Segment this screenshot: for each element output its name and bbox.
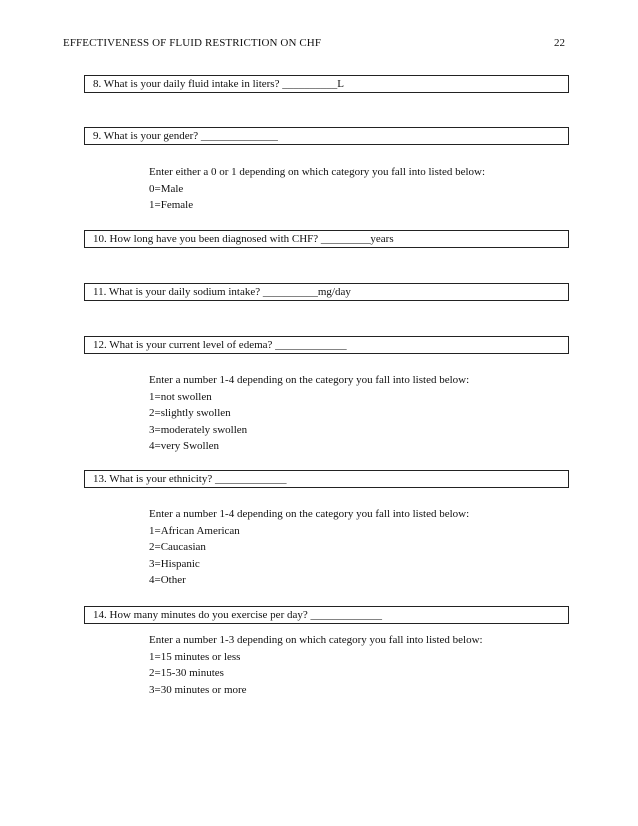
question-12-option: 4=very Swollen [149, 440, 220, 452]
question-13-option: 1=African American [149, 524, 240, 537]
question-10-box [84, 230, 569, 248]
question-9-instruction: Enter either a 0 or 1 depending on which category you fall into listed below: [149, 166, 486, 178]
question-8-text: 8. What is your daily fluid intake in liters? __________L [93, 78, 344, 90]
header-title: EFFECTIVENESS OF FLUID RESTRICTION ON CHF [63, 37, 322, 49]
page-number: 22 [554, 37, 565, 49]
question-9-option: 0=Male [149, 182, 184, 195]
question-13-text: 13. What is your ethnicity? _____________ [93, 473, 287, 485]
question-12-instruction: Enter a number 1-4 depending on the category you fall into listed below: [149, 374, 470, 386]
question-14-option: 2=15-30 minutes [149, 667, 224, 679]
question-13-option: 4=Other [149, 574, 186, 586]
question-13-box [84, 470, 569, 488]
question-12-option: 1=not swollen [149, 390, 212, 403]
question-14-instruction: Enter a number 1-3 depending on which category you fall into listed below: [149, 634, 483, 646]
question-13-instructions [149, 506, 469, 589]
question-12-box [84, 336, 569, 354]
question-9-box [84, 127, 569, 145]
running-header [63, 37, 569, 51]
question-14-box [84, 606, 569, 624]
question-12-text: 12. What is your current level of edema? _____________ [93, 339, 347, 351]
question-8-box [84, 75, 569, 93]
question-14-option: 1=15 minutes or less [149, 650, 241, 663]
question-12-option: 3=moderately swollen [149, 423, 248, 436]
question-12-option: 2=slightly swollen [149, 407, 231, 419]
question-14-text: 14. How many minutes do you exercise per day? _____________ [93, 609, 382, 621]
question-13-option: 2=Caucasian [149, 541, 206, 553]
question-12-instructions [149, 372, 469, 455]
question-9-option: 1=Female [149, 199, 194, 211]
question-11-text: 11. What is your daily sodium intake? __________mg/day [93, 286, 351, 298]
question-13-option: 3=Hispanic [149, 557, 200, 570]
question-9-instructions [149, 164, 485, 214]
question-13-instruction: Enter a number 1-4 depending on the category you fall into listed below: [149, 508, 470, 520]
question-9-text: 9. What is your gender? ______________ [93, 130, 278, 142]
question-11-box [84, 283, 569, 301]
question-10-text: 10. How long have you been diagnosed with CHF? _________years [93, 233, 394, 245]
question-14-option: 3=30 minutes or more [149, 683, 247, 696]
question-14-instructions [149, 632, 483, 698]
